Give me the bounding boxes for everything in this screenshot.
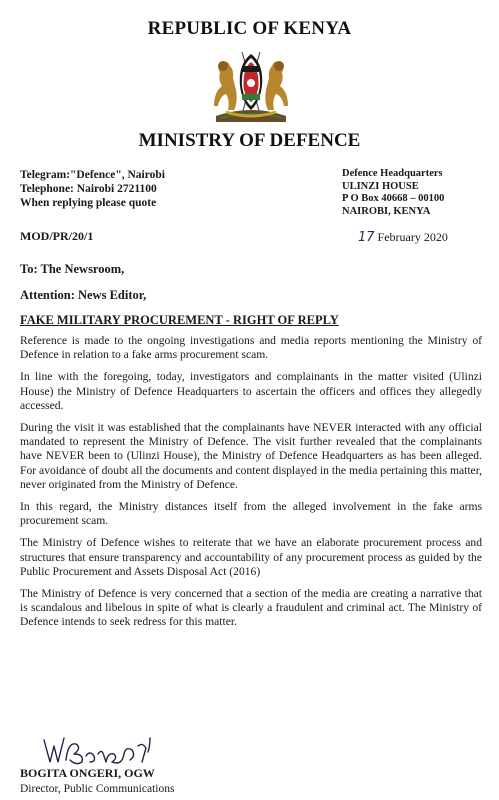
subject-heading: FAKE MILITARY PROCUREMENT - RIGHT OF REPLY <box>20 313 339 327</box>
paragraph: The Ministry of Defence wishes to reiterate that we have an elaborate procurement process and structures that ensure transparency and accountability of any procurement process as guided by the Public Procurement and Assets Disposal Act (2016) <box>20 536 482 578</box>
paragraph: During the visit it was established that the complainants have NEVER interacted with any official mandated to represent the Ministry of Defence. The visit further revealed that the complainants have NEVER been to (Ulinzi House), the Ministry of Defence Headquarters as has been alleged. For avoidance of doubt all the documents and content displayed in the media pertaining this matter, never originated from the Ministry of Defence. <box>20 421 482 491</box>
address-line-4: NAIROBI, KENYA <box>342 205 431 217</box>
paragraph: Reference is made to the ongoing investigations and media reports mentioning the Ministry of Defence in relation to a fake arms procurement scam. <box>20 334 482 362</box>
date-month-year: February 2020 <box>377 230 448 244</box>
telegram-line: Telegram:"Defence", Nairobi <box>20 169 165 181</box>
contact-left <box>20 168 165 210</box>
paragraph: The Ministry of Defence is very concerned that a section of the media are creating a narrative that is scandalous and libelous in spite of what is clearly a fraudulent and criminal act. The Ministry of Defence intends to seek redress for this matter. <box>20 587 482 629</box>
reference-number: MOD/PR/20/1 <box>20 229 94 243</box>
kenya-coat-of-arms-icon <box>206 44 296 126</box>
signatory-title: Director, Public Communications <box>20 783 175 795</box>
address-line-1: Defence Headquarters <box>342 168 443 179</box>
date-day: 17 <box>358 230 375 245</box>
republic-heading: REPUBLIC OF KENYA <box>147 18 352 39</box>
attention-line: Attention: News Editor, <box>20 288 147 302</box>
contact-right <box>342 168 444 218</box>
handwritten-signature-icon <box>38 732 158 768</box>
address-line-2: ULINZI HOUSE <box>342 180 419 192</box>
signatory-name: BOGITA ONGERI, OGW <box>20 766 155 780</box>
recipient: To: The Newsroom, <box>20 262 125 276</box>
telephone-line: Telephone: Nairobi 2721100 <box>20 183 157 195</box>
replying-line: When replying please quote <box>20 197 157 209</box>
letter-date <box>358 230 448 245</box>
address-line-3: P O Box 40668 – 00100 <box>342 193 445 204</box>
paragraph: In line with the foregoing, today, investigators and complainants in the matter visited (Ulinzi House) the Ministry of Defence Headquarters to ascertain the officers and offices they allegedly accessed. <box>20 370 482 412</box>
ministry-heading: MINISTRY OF DEFENCE <box>138 130 361 151</box>
paragraph: In this regard, the Ministry distances itself from the alleged involvement in the fake arms procurement scam. <box>20 500 482 528</box>
letter-body <box>20 334 482 638</box>
